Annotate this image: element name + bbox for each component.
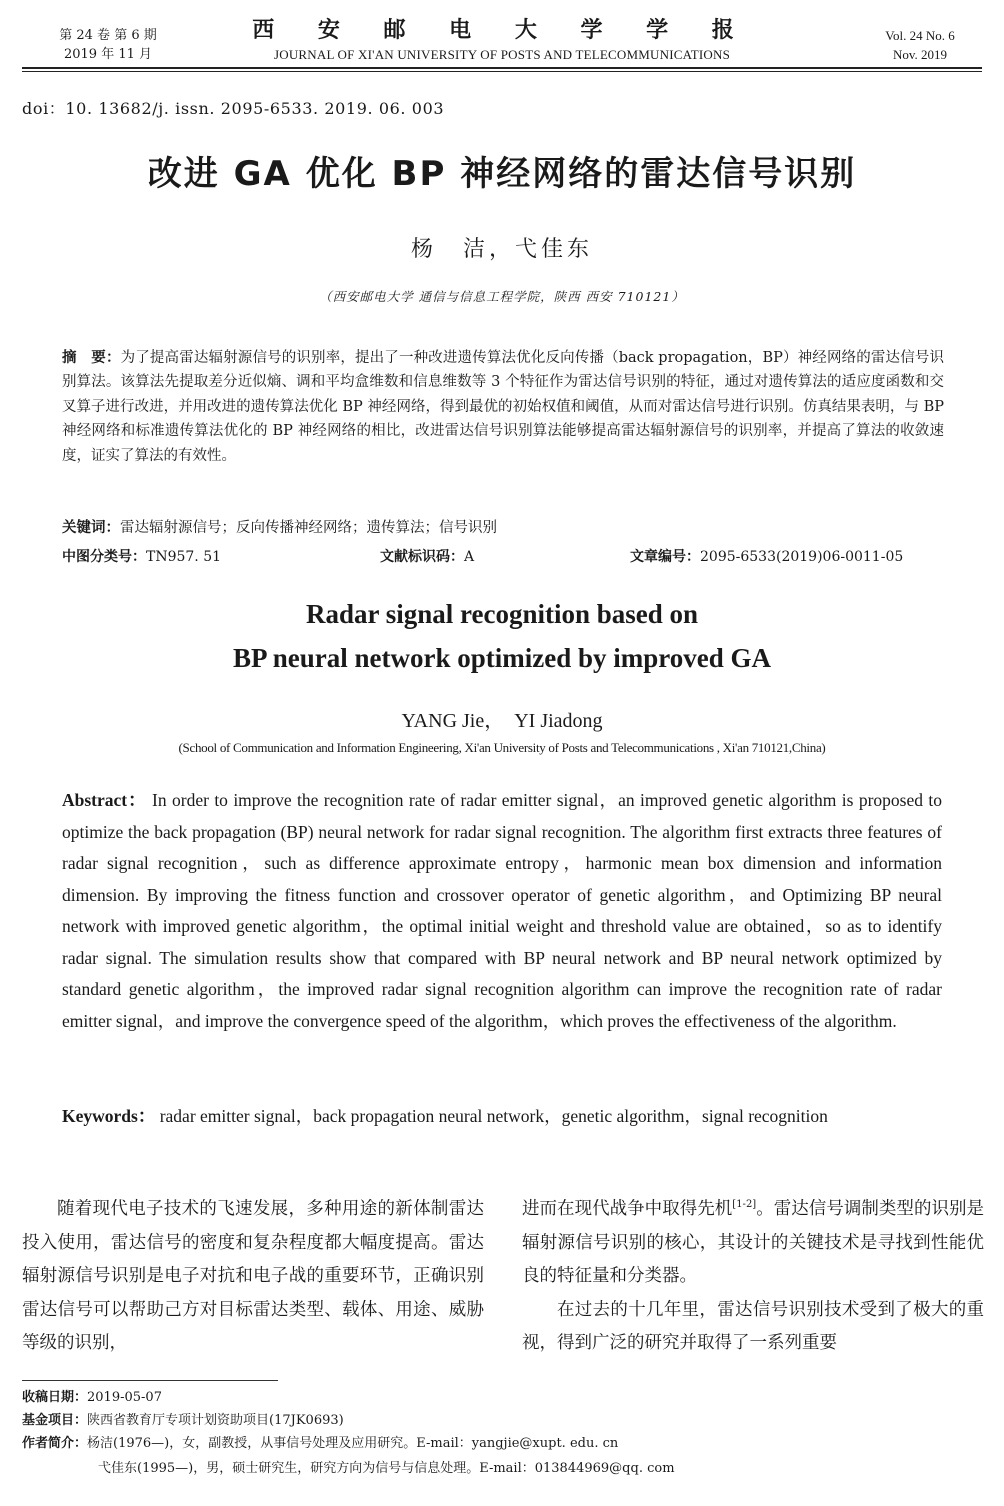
issue-info-en <box>860 26 980 64</box>
abstract-cn-label: 摘 要： <box>62 350 121 366</box>
author-bio-1: 杨洁(1976—)，女，副教授，从事信号处理及应用研究。E-mail：yangjie@xupt. edu. cn <box>87 1436 619 1451</box>
document-code <box>380 547 474 567</box>
received-value: 2019-05-07 <box>87 1390 162 1405</box>
volume-cn: 第 24 卷 第 6 期 <box>59 28 157 43</box>
author-bio-label: 作者简介： <box>22 1436 88 1451</box>
journal-name-cn: 西 安 邮 电 大 学 学 报 <box>252 18 752 43</box>
article-number-label: 文章编号： <box>630 549 700 565</box>
article-number-value: 2095-6533(2019)06-0011-05 <box>700 549 904 565</box>
body-paragraph <box>522 1193 984 1294</box>
body-text: 进而在现代战争中取得先机 <box>522 1199 733 1219</box>
body-column-left <box>22 1193 484 1361</box>
title-en-line1: Radar signal recognition based on <box>305 599 699 629</box>
document-code-value: A <box>464 549 475 565</box>
clc-value: TN957. 51 <box>146 549 222 565</box>
keywords-cn-text: 雷达辐射源信号；反向传播神经网络；遗传算法；信号识别 <box>120 520 497 536</box>
body-paragraph: 随着现代电子技术的飞速发展，多种用途的新体制雷达投入使用，雷达信号的密度和复杂程度都大幅度提高。雷达辐射源信号识别是电子对抗和电子战的重要环节，正确识别雷达信号可以帮助己方对目标雷达类型、载体、用途、威胁等级的识别， <box>22 1199 484 1353</box>
issue-info-cn <box>28 26 188 64</box>
body-column-right <box>522 1193 984 1361</box>
abstract-en <box>62 785 942 1037</box>
footnote-fund <box>22 1412 982 1430</box>
date-en: Nov. 2019 <box>892 47 948 62</box>
keywords-cn-label: 关键词： <box>62 520 120 536</box>
affiliation-en: (School of Communication and Information Engineering, Xi'an University of Posts and Telecommunications , Xi'an 710121,China) <box>178 740 826 755</box>
footnote-author <box>22 1435 982 1453</box>
doi: doi：10. 13682/j. issn. 2095-6533. 2019. 06. 003 <box>22 99 445 118</box>
journal-name-en: JOURNAL OF XI'AN UNIVERSITY OF POSTS AND TELECOMMUNICATIONS <box>273 47 731 62</box>
fund-label: 基金项目： <box>22 1413 88 1428</box>
author-bio-2: 弋佳东(1995—)，男，硕士研究生，研究方向为信号与信息处理。E-mail：013844969@qq. com <box>98 1461 675 1476</box>
footnote-received <box>22 1389 982 1407</box>
title-en <box>0 592 1004 680</box>
header-rule-thick <box>22 67 982 69</box>
document-code-label: 文献标识码： <box>380 549 464 565</box>
clc-number <box>62 547 221 567</box>
keywords-en-text: radar emitter signal，back propagation neural network，genetic algorithm，signal recognition <box>159 1106 828 1126</box>
body-paragraph: 在过去的十几年里，雷达信号识别技术受到了极大的重视，得到广泛的研究并取得了一系列重要 <box>522 1299 984 1353</box>
authors-en: YANG Jie， YI Jiadong <box>401 710 603 732</box>
abstract-en-text: In order to improve the recognition rate of radar emitter signal，an improved genetic algorithm is proposed to optimize the back propagation (BP) neural network for radar signal recognition. The algorithm first extracts three features of radar signal recognition，such as difference approximate entropy，harmonic mean box dimension and information dimension. By improving the fitness function and crossover operator of genetic algorithm，and Optimizing BP neural network with improved genetic algorithm，the optimal initial weight and threshold value are obtained，so as to identify radar signal. The simulation results show that compared with BP neural network and BP neural network optimized by standard genetic algorithm，the improved radar signal recognition algorithm can improve the recognition rate of radar emitter signal，and improve the convergence speed of the algorithm，which proves the effectiveness of the algorithm. <box>62 790 942 1031</box>
footnote-rule <box>22 1380 278 1381</box>
body-text: 。雷达信号调制类型的识别是辐射源信号识别的核心，其设计的关键技术是寻找到性能优良的特征量和分类器。 <box>522 1199 985 1286</box>
abstract-en-label: Abstract： <box>62 790 147 810</box>
volume-en: Vol. 24 No. 6 <box>885 28 955 43</box>
header-rule-thin <box>22 71 982 72</box>
authors-cn: 杨 洁，弋佳东 <box>410 237 593 262</box>
affiliation-cn: （西安邮电大学 通信与信息工程学院，陕西 西安 710121） <box>319 289 685 304</box>
keywords-en <box>62 1101 942 1132</box>
keywords-en-label: Keywords： <box>62 1106 156 1126</box>
title-en-line2: BP neural network optimized by improved GA <box>232 643 771 673</box>
article-number <box>630 547 903 567</box>
abstract-cn-text: 为了提高雷达辐射源信号的识别率，提出了一种改进遗传算法优化反向传播（back propagation，BP）神经网络的雷达信号识别算法。该算法先提取差分近似熵、调和平均盒维数和信息维数等 3 个特征作为雷达信号识别的特征，通过对遗传算法的适应度函数和交叉算子进行改进，并用改进的遗传算法优化 BP 神经网络，得到最优的初始权值和阈值，从而对雷达信号进行识别。仿真结果表明，与 BP 神经网络和标准遗传算法优化的 BP 神经网络的相比，改进雷达信号识别算法能够提高雷达辐射源信号的识别率，并提高了算法的收敛速度，证实了算法的有效性。 <box>62 350 945 464</box>
received-label: 收稿日期： <box>22 1390 88 1405</box>
abstract-cn <box>62 346 944 468</box>
keywords-cn <box>62 517 944 539</box>
journal-name <box>190 16 814 64</box>
footnote-author-2 <box>98 1460 982 1478</box>
date-cn: 2019 年 11 月 <box>63 47 153 62</box>
title-cn: 改进 GA 优化 BP 神经网络的雷达信号识别 <box>147 154 857 194</box>
citation: [1-2] <box>732 1199 757 1211</box>
clc-label: 中图分类号： <box>62 549 146 565</box>
fund-value: 陕西省教育厅专项计划资助项目(17JK0693) <box>87 1413 344 1428</box>
